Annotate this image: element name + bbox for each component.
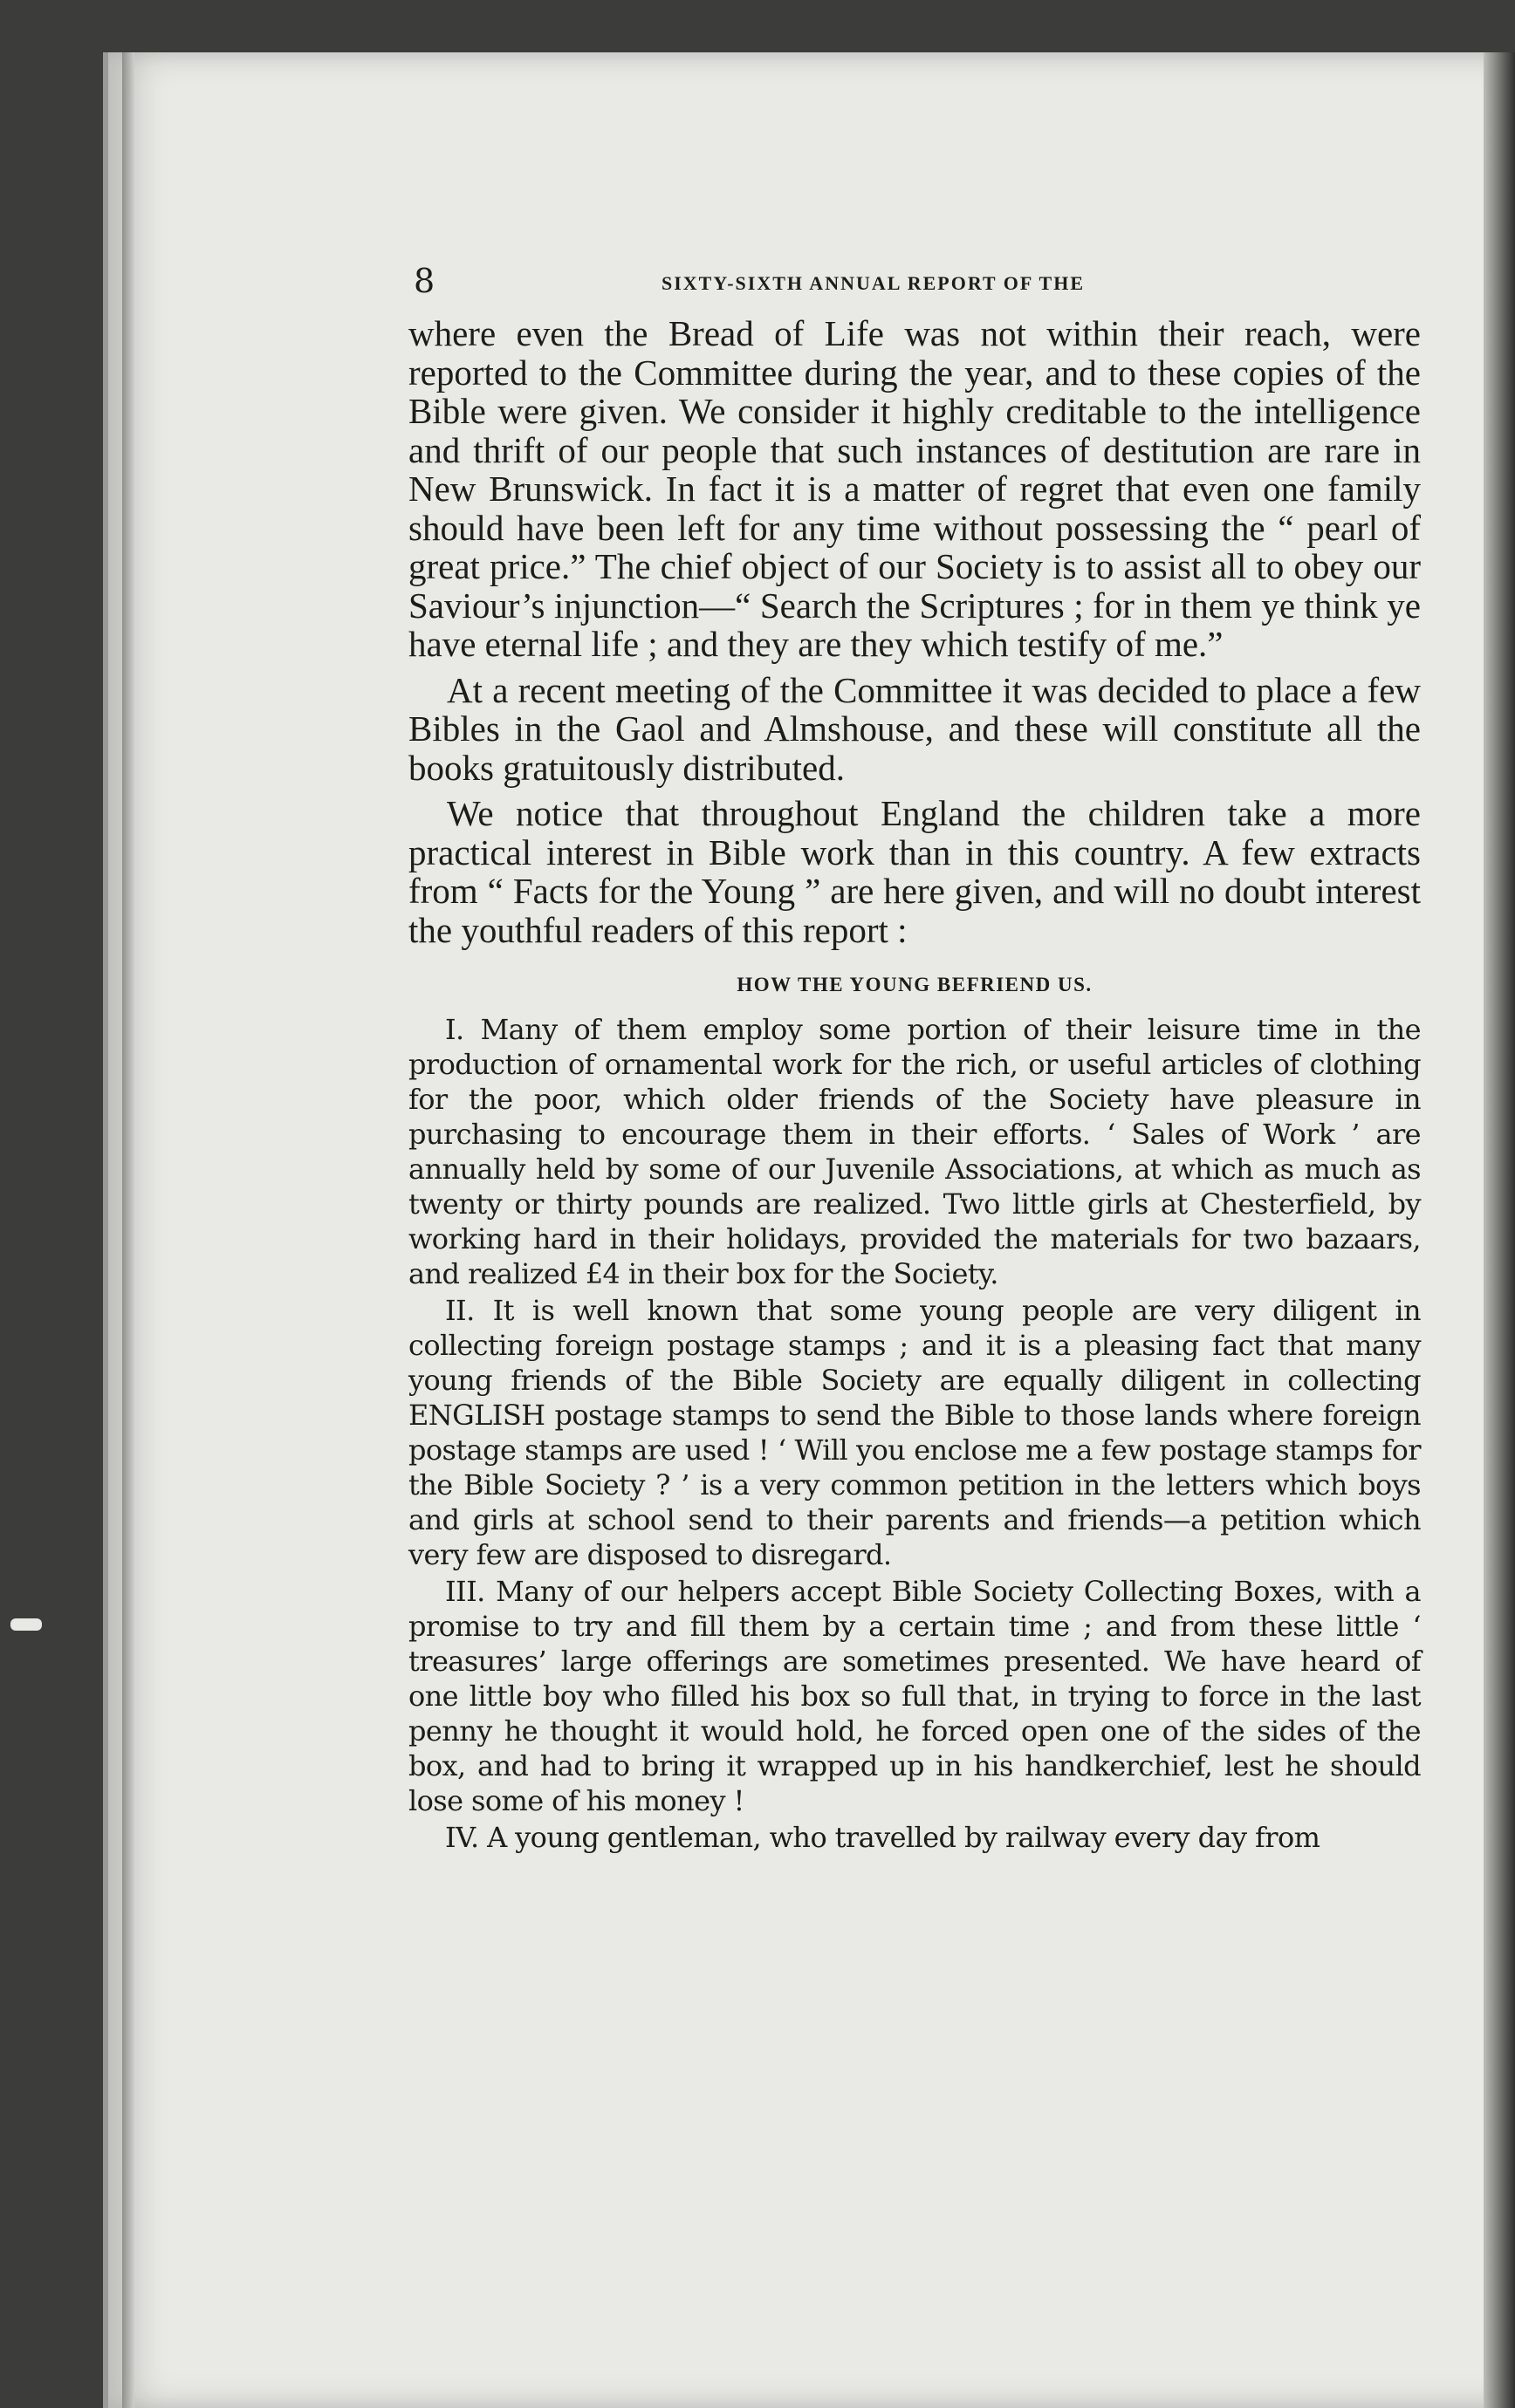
running-title: SIXTY-SIXTH ANNUAL REPORT OF THE (662, 272, 1086, 294)
page-content (408, 262, 1421, 1855)
list-item: I. Many of them employ some portion of their leisure time in the production of ornamental work for the rich, or useful articles of clothing for the poor, which older friends of the Society have pleasure in purchasing to encourage them in their efforts. ‘ Sales of Work ’ are annually held by some of our Juvenile Associations, at which as much as twenty or thirty pounds are realized. Two little girls at Chesterfield, by working hard in their holidays, provided the materials for two bazaars, and realized £4 in their box for the Society. (408, 1013, 1421, 1290)
section-body (408, 1012, 1421, 1855)
page-binding-edge (122, 52, 134, 2408)
paragraph: We notice that throughout England the children take a more practical interest in Bible work than in this country. A few extracts from “ Facts for the Young ” are here given, and will no doubt interest the youthful readers of this report : (408, 793, 1421, 950)
scan-speck (10, 1618, 42, 1631)
list-item: IV. A young gentleman, who travelled by railway every day from (445, 1821, 1320, 1854)
section-heading: HOW THE YOUNG BEFRIEND US. (737, 974, 1093, 995)
paragraph: At a recent meeting of the Committee it was decided to place a few Bibles in the Gaol and Almshouse, and these will constitute all the books gratuitously distributed. (408, 669, 1421, 788)
main-text (408, 314, 1421, 949)
list-item: III. Many of our helpers accept Bible Society Collecting Boxes, with a promise to try and fill them by a certain time ; and from these little ‘ treasures’ large offerings are sometimes presented. We have heard of one little boy who filled his box so full that, in trying to force in the last penny he thought it would hold, he forced open one of the sides of the box, and had to bring it wrapped up in his handkerchief, lest he should lose some of his money ! (408, 1575, 1421, 1817)
paragraph: where even the Bread of Life was not within their reach, were reported to the Committee during the year, and to these copies of the Bible were given. We consider it highly creditable to the intelligence and thrift of our people that such instances of destitution are rare in New Brunswick. In fact it is a matter of regret that even one family should have been left for any time without possessing the “ pearl of great price.” The chief object of our Society is to assist all to obey our Saviour’s injunction—“ Search the Scriptures ; for in them ye think ye have eternal life ; and they are they which testify of me.” (408, 313, 1421, 664)
page-number: 8 (414, 262, 435, 300)
running-head (408, 262, 1421, 314)
page-right-shadow (1484, 52, 1515, 2408)
list-item: II. It is well known that some young people are very diligent in collecting foreign postage stamps ; and it is a pleasing fact that many young friends of the Bible Society are equally diligent in collecting ENGLISH postage stamps to send the Bible to those lands where foreign postage stamps are used ! ‘ Will you enclose me a few postage stamps for the Bible Society ? ’ is a very common petition in the letters which boys and girls at school send to their parents and friends—a petition which very few are disposed to disregard. (408, 1294, 1421, 1571)
